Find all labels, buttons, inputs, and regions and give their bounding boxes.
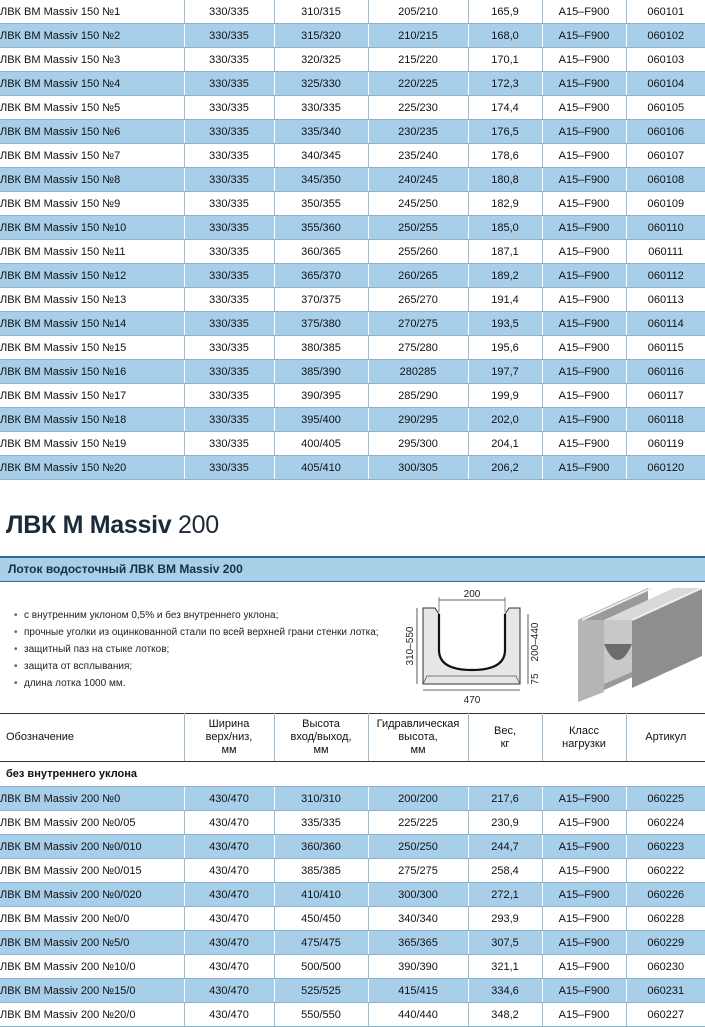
table-cell: 295/300: [368, 432, 468, 456]
table-cell: ЛВК BM Massiv 150 №6: [0, 120, 184, 144]
table-row: [0, 432, 705, 456]
table-cell: 255/260: [368, 240, 468, 264]
table-cell: 290/295: [368, 408, 468, 432]
table-cell: 220/225: [368, 72, 468, 96]
table-cell: 330/335: [274, 96, 368, 120]
table-row: [0, 0, 705, 24]
table-cell: 385/390: [274, 360, 368, 384]
table-cell: ЛВК BM Massiv 150 №11: [0, 240, 184, 264]
column-header: [468, 714, 542, 762]
table-cell: 525/525: [274, 979, 368, 1003]
table-cell: 060119: [626, 432, 705, 456]
table-cell: 350/355: [274, 192, 368, 216]
table-row: [0, 859, 705, 883]
table-cell: 060104: [626, 72, 705, 96]
table-cell: ЛВК BM Massiv 200 №0/0: [0, 907, 184, 931]
top-data-table: [0, 0, 705, 480]
table-cell: 250/250: [368, 835, 468, 859]
table-cell: ЛВК BM Massiv 200 №10/0: [0, 955, 184, 979]
table-row: [0, 288, 705, 312]
table-cell: A15–F900: [542, 979, 626, 1003]
dim-left-label: 310–550: [405, 626, 416, 666]
table-cell: 187,1: [468, 240, 542, 264]
table-row: [0, 907, 705, 931]
column-header: [368, 714, 468, 762]
cross-section-diagram: [405, 586, 565, 711]
table-cell: 060103: [626, 48, 705, 72]
table-cell: 330/335: [184, 168, 274, 192]
table-cell: ЛВК BM Massiv 150 №8: [0, 168, 184, 192]
table-cell: 205/210: [368, 0, 468, 24]
table-cell: ЛВК BM Massiv 200 №20/0: [0, 1003, 184, 1027]
table-cell: 060231: [626, 979, 705, 1003]
table-cell: 330/335: [184, 48, 274, 72]
table-row: [0, 883, 705, 907]
bottom-data-table: [0, 713, 705, 1027]
table-row: [0, 456, 705, 480]
table-cell: 060228: [626, 907, 705, 931]
table-cell: ЛВК BM Massiv 150 №5: [0, 96, 184, 120]
section-title-bold: ЛВК М Massiv: [6, 511, 172, 539]
channel-front-face: [578, 620, 604, 702]
table-cell: 185,0: [468, 216, 542, 240]
table-cell: 400/405: [274, 432, 368, 456]
feature-item: • защита от всплывания;: [14, 658, 379, 675]
column-header-line: мм: [410, 744, 426, 756]
table-cell: 270/275: [368, 312, 468, 336]
table-cell: A15–F900: [542, 216, 626, 240]
column-header-line: высота,: [398, 731, 438, 743]
dim-top-label: 200: [463, 589, 481, 600]
table-row: [0, 787, 705, 811]
table-cell: 245/250: [368, 192, 468, 216]
table-cell: A15–F900: [542, 264, 626, 288]
table-cell: 330/335: [184, 96, 274, 120]
table-cell: 430/470: [184, 907, 274, 931]
table-row: [0, 384, 705, 408]
table-cell: A15–F900: [542, 24, 626, 48]
table-cell: 165,9: [468, 0, 542, 24]
table-row: [0, 312, 705, 336]
table-cell: 330/335: [184, 240, 274, 264]
table-cell: 060111: [626, 240, 705, 264]
table-cell: 410/410: [274, 883, 368, 907]
table-cell: A15–F900: [542, 48, 626, 72]
table-cell: 204,1: [468, 432, 542, 456]
table-row: [0, 1003, 705, 1027]
table-cell: 430/470: [184, 811, 274, 835]
group-row: [0, 762, 705, 787]
table-cell: 300/305: [368, 456, 468, 480]
table-cell: 060223: [626, 835, 705, 859]
table-cell: 365/370: [274, 264, 368, 288]
table-cell: A15–F900: [542, 360, 626, 384]
table-cell: A15–F900: [542, 312, 626, 336]
table-cell: ЛВК BM Massiv 150 №3: [0, 48, 184, 72]
table-cell: 330/335: [184, 72, 274, 96]
table-cell: 320/325: [274, 48, 368, 72]
table-cell: 180,8: [468, 168, 542, 192]
column-header-line: нагрузки: [562, 737, 606, 750]
table-cell: 365/365: [368, 931, 468, 955]
table-cell: 430/470: [184, 787, 274, 811]
table-cell: 430/470: [184, 955, 274, 979]
table-cell: 060226: [626, 883, 705, 907]
table-cell: 060114: [626, 312, 705, 336]
table-cell: 230/235: [368, 120, 468, 144]
table-cell: 258,4: [468, 859, 542, 883]
table-row: [0, 336, 705, 360]
feature-item: • с внутренним уклоном 0,5% и без внутреннего уклона;: [14, 607, 379, 624]
table-cell: 170,1: [468, 48, 542, 72]
table-cell: 060107: [626, 144, 705, 168]
table-cell: 275/280: [368, 336, 468, 360]
table-cell: 060106: [626, 120, 705, 144]
product-subheader-text: Лоток водосточный ЛВК BM Massiv 200: [8, 562, 243, 576]
table-cell: 345/350: [274, 168, 368, 192]
table-cell: ЛВК BM Massiv 200 №5/0: [0, 931, 184, 955]
column-header-line: мм: [313, 744, 329, 756]
table-cell: ЛВК BM Massiv 150 №15: [0, 336, 184, 360]
table-cell: 202,0: [468, 408, 542, 432]
table-cell: 330/335: [184, 120, 274, 144]
group-label: без внутреннего уклона: [0, 762, 705, 787]
table-cell: 210/215: [368, 24, 468, 48]
table-cell: 178,6: [468, 144, 542, 168]
table-row: [0, 168, 705, 192]
table-cell: 321,1: [468, 955, 542, 979]
table-cell: 415/415: [368, 979, 468, 1003]
column-header-line: Вес,: [493, 724, 516, 737]
column-header: [274, 714, 368, 762]
column-header-line: Высота: [302, 718, 340, 730]
table-row: [0, 96, 705, 120]
column-header-line: Ширина: [208, 718, 250, 730]
feature-item: • длина лотка 1000 мм.: [14, 675, 379, 692]
table-cell: 060116: [626, 360, 705, 384]
table-cell: 340/340: [368, 907, 468, 931]
table-row: [0, 24, 705, 48]
column-header: [0, 714, 184, 762]
table-cell: 310/315: [274, 0, 368, 24]
table-cell: 500/500: [274, 955, 368, 979]
table-cell: 199,9: [468, 384, 542, 408]
table-cell: 335/335: [274, 811, 368, 835]
table-cell: 193,5: [468, 312, 542, 336]
table-cell: A15–F900: [542, 72, 626, 96]
table-row: [0, 72, 705, 96]
table-cell: 360/360: [274, 835, 368, 859]
table-row: [0, 931, 705, 955]
table-cell: 060222: [626, 859, 705, 883]
table-cell: 217,6: [468, 787, 542, 811]
table-cell: 060117: [626, 384, 705, 408]
table-cell: 330/335: [184, 192, 274, 216]
table-cell: A15–F900: [542, 859, 626, 883]
table-cell: A15–F900: [542, 96, 626, 120]
table-cell: 250/255: [368, 216, 468, 240]
table-cell: A15–F900: [542, 168, 626, 192]
table-cell: 174,4: [468, 96, 542, 120]
table-cell: 550/550: [274, 1003, 368, 1027]
table-row: [0, 955, 705, 979]
table-row: [0, 192, 705, 216]
table-cell: 440/440: [368, 1003, 468, 1027]
table-cell: 060108: [626, 168, 705, 192]
column-header-line: Обозначение: [6, 731, 75, 743]
table-cell: 430/470: [184, 1003, 274, 1027]
table-cell: 330/335: [184, 336, 274, 360]
table-cell: 272,1: [468, 883, 542, 907]
table-cell: A15–F900: [542, 240, 626, 264]
table-cell: ЛВК BM Massiv 200 №15/0: [0, 979, 184, 1003]
table-cell: 060227: [626, 1003, 705, 1027]
table-cell: 060102: [626, 24, 705, 48]
table-cell: A15–F900: [542, 955, 626, 979]
table-cell: 330/335: [184, 288, 274, 312]
table-cell: A15–F900: [542, 336, 626, 360]
table-cell: 189,2: [468, 264, 542, 288]
table-cell: ЛВК BM Massiv 150 №19: [0, 432, 184, 456]
table-cell: 315/320: [274, 24, 368, 48]
table-cell: ЛВК BM Massiv 200 №0/010: [0, 835, 184, 859]
table-cell: 395/400: [274, 408, 368, 432]
table-cell: ЛВК BM Massiv 150 №20: [0, 456, 184, 480]
table-cell: 240/245: [368, 168, 468, 192]
table-cell: 195,6: [468, 336, 542, 360]
table-cell: 330/335: [184, 0, 274, 24]
table-cell: 330/335: [184, 264, 274, 288]
table-cell: 330/335: [184, 360, 274, 384]
feature-item: • защитный паз на стыке лотков;: [14, 641, 379, 658]
table-cell: A15–F900: [542, 288, 626, 312]
channel-3d-render: [574, 584, 705, 706]
table-row: [0, 408, 705, 432]
table-cell: 300/300: [368, 883, 468, 907]
table-cell: 060225: [626, 787, 705, 811]
table-row: [0, 120, 705, 144]
table-cell: 280285: [368, 360, 468, 384]
table-row: [0, 835, 705, 859]
table-cell: 060229: [626, 931, 705, 955]
table-cell: ЛВК BM Massiv 200 №0/015: [0, 859, 184, 883]
table-row: [0, 144, 705, 168]
table-cell: 060224: [626, 811, 705, 835]
table-cell: 225/230: [368, 96, 468, 120]
table-cell: 172,3: [468, 72, 542, 96]
table-cell: 206,2: [468, 456, 542, 480]
table-cell: 235/240: [368, 144, 468, 168]
table-cell: 197,7: [468, 360, 542, 384]
table-cell: 335/340: [274, 120, 368, 144]
table-cell: ЛВК BM Massiv 150 №13: [0, 288, 184, 312]
column-header-line: Гидравлическая: [376, 718, 460, 730]
table-row: [0, 240, 705, 264]
table-cell: 370/375: [274, 288, 368, 312]
table-cell: 375/380: [274, 312, 368, 336]
table-row: [0, 216, 705, 240]
table-cell: 475/475: [274, 931, 368, 955]
bottom-table-body: [0, 762, 705, 1027]
section-title-light: 200: [178, 511, 219, 539]
table-header-row: [0, 714, 705, 762]
table-cell: A15–F900: [542, 144, 626, 168]
table-row: [0, 48, 705, 72]
table-cell: A15–F900: [542, 456, 626, 480]
table-cell: 265/270: [368, 288, 468, 312]
table-cell: 310/310: [274, 787, 368, 811]
table-cell: 060101: [626, 0, 705, 24]
table-cell: ЛВК BM Massiv 150 №1: [0, 0, 184, 24]
table-cell: 430/470: [184, 979, 274, 1003]
table-cell: 060110: [626, 216, 705, 240]
table-cell: 307,5: [468, 931, 542, 955]
column-header: [542, 714, 626, 762]
table-cell: 244,7: [468, 835, 542, 859]
table-cell: ЛВК BM Massiv 150 №7: [0, 144, 184, 168]
table-row: [0, 264, 705, 288]
table-cell: A15–F900: [542, 883, 626, 907]
table-cell: 355/360: [274, 216, 368, 240]
section-title: [6, 511, 219, 540]
table-cell: ЛВК BM Massiv 200 №0/05: [0, 811, 184, 835]
table-cell: A15–F900: [542, 1003, 626, 1027]
table-cell: 330/335: [184, 384, 274, 408]
table-cell: A15–F900: [542, 787, 626, 811]
table-cell: 385/385: [274, 859, 368, 883]
table-cell: ЛВК BM Massiv 150 №12: [0, 264, 184, 288]
product-subheader: [0, 556, 705, 582]
table-cell: A15–F900: [542, 835, 626, 859]
table-cell: 191,4: [468, 288, 542, 312]
table-cell: 215/220: [368, 48, 468, 72]
dim-right-label: 200–440: [530, 622, 541, 662]
table-cell: 390/395: [274, 384, 368, 408]
table-row: [0, 979, 705, 1003]
table-cell: 230,9: [468, 811, 542, 835]
table-cell: A15–F900: [542, 811, 626, 835]
column-header: [626, 714, 705, 762]
table-cell: 380/385: [274, 336, 368, 360]
column-header-line: Артикул: [645, 731, 687, 743]
table-cell: A15–F900: [542, 384, 626, 408]
table-row: [0, 811, 705, 835]
table-cell: 325/330: [274, 72, 368, 96]
feature-list: [14, 607, 379, 692]
table-cell: 060115: [626, 336, 705, 360]
table-cell: 285/290: [368, 384, 468, 408]
table-cell: 182,9: [468, 192, 542, 216]
table-cell: 060105: [626, 96, 705, 120]
table-cell: 360/365: [274, 240, 368, 264]
table-cell: ЛВК BM Massiv 150 №16: [0, 360, 184, 384]
table-cell: 330/335: [184, 456, 274, 480]
table-cell: ЛВК BM Massiv 200 №0: [0, 787, 184, 811]
table-cell: 450/450: [274, 907, 368, 931]
feature-item: • прочные уголки из оцинкованной стали по всей верхней грани стенки лотка;: [14, 624, 379, 641]
table-cell: 060230: [626, 955, 705, 979]
table-cell: A15–F900: [542, 192, 626, 216]
table-cell: 334,6: [468, 979, 542, 1003]
table-cell: 176,5: [468, 120, 542, 144]
table-cell: 405/410: [274, 456, 368, 480]
column-header-line: вход/выход,: [290, 731, 352, 743]
column-header-line: верх/низ,: [205, 731, 253, 743]
table-cell: ЛВК BM Massiv 150 №14: [0, 312, 184, 336]
column-header: [184, 714, 274, 762]
table-cell: ЛВК BM Massiv 150 №9: [0, 192, 184, 216]
table-cell: 430/470: [184, 859, 274, 883]
table-cell: ЛВК BM Massiv 150 №10: [0, 216, 184, 240]
column-header-line: мм: [221, 744, 237, 756]
table-cell: 260/265: [368, 264, 468, 288]
table-cell: 060118: [626, 408, 705, 432]
table-cell: 330/335: [184, 312, 274, 336]
table-cell: ЛВК BM Massiv 200 №0/020: [0, 883, 184, 907]
channel-inner-profile: [439, 614, 505, 670]
dim-base-label: 75: [530, 673, 541, 685]
table-cell: ЛВК BM Massiv 150 №4: [0, 72, 184, 96]
table-cell: A15–F900: [542, 408, 626, 432]
table-cell: 330/335: [184, 144, 274, 168]
table-cell: 060113: [626, 288, 705, 312]
table-cell: 225/225: [368, 811, 468, 835]
column-header-line: Класс: [569, 724, 599, 737]
table-cell: A15–F900: [542, 907, 626, 931]
table-cell: 293,9: [468, 907, 542, 931]
table-cell: ЛВК BM Massiv 150 №18: [0, 408, 184, 432]
table-cell: 330/335: [184, 24, 274, 48]
table-cell: 330/335: [184, 432, 274, 456]
table-cell: A15–F900: [542, 120, 626, 144]
table-cell: ЛВК BM Massiv 150 №17: [0, 384, 184, 408]
table-cell: A15–F900: [542, 432, 626, 456]
table-cell: A15–F900: [542, 0, 626, 24]
table-cell: 430/470: [184, 835, 274, 859]
table-cell: 348,2: [468, 1003, 542, 1027]
table-cell: 330/335: [184, 216, 274, 240]
table-cell: 060120: [626, 456, 705, 480]
table-cell: 340/345: [274, 144, 368, 168]
column-header-line: кг: [500, 737, 510, 750]
table-cell: ЛВК BM Massiv 150 №2: [0, 24, 184, 48]
table-cell: 430/470: [184, 931, 274, 955]
table-cell: 060112: [626, 264, 705, 288]
table-row: [0, 360, 705, 384]
table-cell: 430/470: [184, 883, 274, 907]
table-cell: 330/335: [184, 408, 274, 432]
table-cell: A15–F900: [542, 931, 626, 955]
table-cell: 200/200: [368, 787, 468, 811]
top-table-body: [0, 0, 705, 480]
dim-width-label: 470: [463, 695, 481, 706]
table-cell: 168,0: [468, 24, 542, 48]
table-cell: 390/390: [368, 955, 468, 979]
table-cell: 275/275: [368, 859, 468, 883]
table-cell: 060109: [626, 192, 705, 216]
